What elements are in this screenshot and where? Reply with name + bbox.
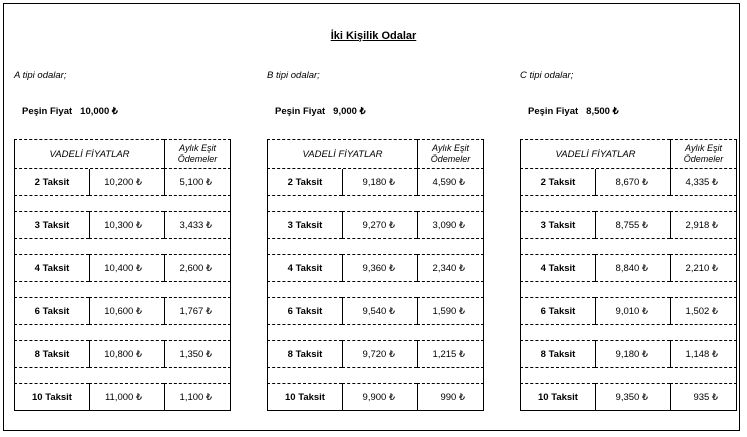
- table-row: [520, 298, 737, 325]
- installment-count: 10 Taksit: [520, 384, 595, 411]
- table-row: [520, 212, 737, 239]
- installment-count: 2 Taksit: [14, 169, 89, 196]
- installment-count: 6 Taksit: [14, 298, 89, 325]
- monthly-payment: 935 ₺: [670, 384, 737, 411]
- table-row: [14, 341, 231, 368]
- monthly-payment: 2,918 ₺: [670, 212, 737, 239]
- header-term-prices: VADELİ FİYATLAR: [14, 139, 164, 169]
- row-spacer: [520, 368, 737, 384]
- table-row: [267, 384, 484, 411]
- installment-count: 8 Taksit: [267, 341, 342, 368]
- room-type-label: C tipi odalar;: [520, 70, 574, 81]
- term-total-price: 10,600 ₺: [89, 298, 164, 325]
- room-type-label: B tipi odalar;: [267, 70, 320, 81]
- installment-count: 4 Taksit: [520, 255, 595, 282]
- header-monthly-payments: Aylık Eşit Ödemeler: [164, 139, 231, 169]
- monthly-payment: 2,210 ₺: [670, 255, 737, 282]
- monthly-payment: 1,767 ₺: [164, 298, 231, 325]
- monthly-payment: 1,148 ₺: [670, 341, 737, 368]
- cash-price-label: Peşin Fiyat: [528, 106, 579, 117]
- monthly-payment: 4,335 ₺: [670, 169, 737, 196]
- installment-table: [267, 139, 484, 411]
- installment-count: 6 Taksit: [267, 298, 342, 325]
- term-total-price: 9,180 ₺: [595, 341, 670, 368]
- table-row: [520, 341, 737, 368]
- installment-count: 3 Taksit: [267, 212, 342, 239]
- term-total-price: 8,755 ₺: [595, 212, 670, 239]
- table-row: [14, 384, 231, 411]
- installment-count: 4 Taksit: [14, 255, 89, 282]
- row-spacer: [267, 325, 484, 341]
- monthly-payment: 1,350 ₺: [164, 341, 231, 368]
- term-total-price: 9,010 ₺: [595, 298, 670, 325]
- header-term-prices: VADELİ FİYATLAR: [520, 139, 670, 169]
- monthly-payment: 3,433 ₺: [164, 212, 231, 239]
- term-total-price: 11,000 ₺: [89, 384, 164, 411]
- term-total-price: 9,350 ₺: [595, 384, 670, 411]
- row-spacer: [14, 282, 231, 298]
- table-row: [14, 298, 231, 325]
- monthly-payment: 1,502 ₺: [670, 298, 737, 325]
- monthly-payment: 1,100 ₺: [164, 384, 231, 411]
- installment-count: 10 Taksit: [14, 384, 89, 411]
- row-spacer: [14, 196, 231, 212]
- page-title: İki Kişilik Odalar: [330, 30, 417, 42]
- installment-count: 4 Taksit: [267, 255, 342, 282]
- row-spacer: [520, 239, 737, 255]
- term-total-price: 10,400 ₺: [89, 255, 164, 282]
- header-term-prices: VADELİ FİYATLAR: [267, 139, 417, 169]
- term-total-price: 8,670 ₺: [595, 169, 670, 196]
- table-row: [267, 255, 484, 282]
- table-row: [520, 255, 737, 282]
- table-row: [14, 169, 231, 196]
- monthly-payment: 5,100 ₺: [164, 169, 231, 196]
- table-row: [267, 169, 484, 196]
- installment-count: 8 Taksit: [14, 341, 89, 368]
- cash-price: [22, 106, 118, 117]
- cash-price-label: Peşin Fiyat: [275, 106, 326, 117]
- monthly-payment: 2,340 ₺: [417, 255, 484, 282]
- row-spacer: [267, 282, 484, 298]
- term-total-price: 9,270 ₺: [342, 212, 417, 239]
- table-row: [14, 255, 231, 282]
- installment-count: 2 Taksit: [520, 169, 595, 196]
- installment-count: 6 Taksit: [520, 298, 595, 325]
- installment-count: 3 Taksit: [520, 212, 595, 239]
- term-total-price: 9,360 ₺: [342, 255, 417, 282]
- cash-price: [528, 106, 619, 117]
- header-monthly-payments: Aylık Eşit Ödemeler: [670, 139, 737, 169]
- monthly-payment: 990 ₺: [417, 384, 484, 411]
- row-spacer: [520, 325, 737, 341]
- term-total-price: 9,180 ₺: [342, 169, 417, 196]
- table-row: [267, 341, 484, 368]
- row-spacer: [267, 368, 484, 384]
- installment-count: 8 Taksit: [520, 341, 595, 368]
- term-total-price: 9,540 ₺: [342, 298, 417, 325]
- cash-price: [275, 106, 366, 117]
- row-spacer: [520, 196, 737, 212]
- installment-table: [14, 139, 231, 411]
- term-total-price: 8,840 ₺: [595, 255, 670, 282]
- term-total-price: 10,300 ₺: [89, 212, 164, 239]
- term-total-price: 9,900 ₺: [342, 384, 417, 411]
- monthly-payment: 2,600 ₺: [164, 255, 231, 282]
- table-row: [520, 169, 737, 196]
- installment-count: 10 Taksit: [267, 384, 342, 411]
- cash-price-value: 8,500 ₺: [586, 106, 619, 117]
- cash-price-value: 9,000 ₺: [333, 106, 366, 117]
- row-spacer: [14, 325, 231, 341]
- term-total-price: 10,800 ₺: [89, 341, 164, 368]
- table-row: [267, 212, 484, 239]
- monthly-payment: 1,590 ₺: [417, 298, 484, 325]
- term-total-price: 10,200 ₺: [89, 169, 164, 196]
- room-type-label: A tipi odalar;: [14, 70, 67, 81]
- row-spacer: [267, 196, 484, 212]
- monthly-payment: 3,090 ₺: [417, 212, 484, 239]
- installment-count: 2 Taksit: [267, 169, 342, 196]
- table-row: [267, 298, 484, 325]
- row-spacer: [14, 239, 231, 255]
- header-monthly-payments: Aylık Eşit Ödemeler: [417, 139, 484, 169]
- row-spacer: [520, 282, 737, 298]
- cash-price-value: 10,000 ₺: [80, 106, 118, 117]
- table-row: [14, 212, 231, 239]
- row-spacer: [267, 239, 484, 255]
- installment-count: 3 Taksit: [14, 212, 89, 239]
- row-spacer: [14, 368, 231, 384]
- monthly-payment: 1,215 ₺: [417, 341, 484, 368]
- term-total-price: 9,720 ₺: [342, 341, 417, 368]
- installment-table: [520, 139, 737, 411]
- table-row: [520, 384, 737, 411]
- monthly-payment: 4,590 ₺: [417, 169, 484, 196]
- cash-price-label: Peşin Fiyat: [22, 106, 73, 117]
